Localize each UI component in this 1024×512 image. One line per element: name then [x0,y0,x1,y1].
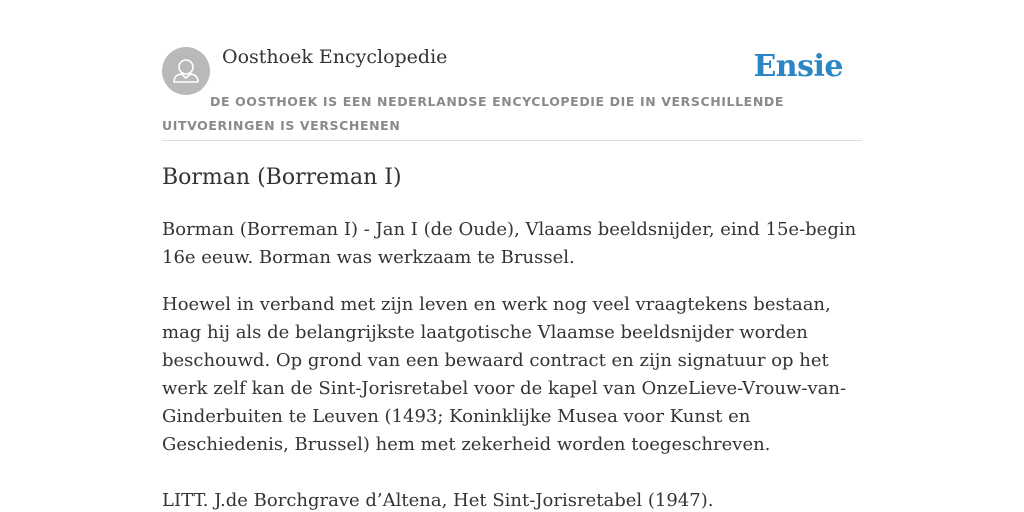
site-header [162,44,862,141]
brand-logo[interactable]: Ensie [753,49,843,84]
avatar[interactable] [162,47,210,95]
article-paragraph: Borman (Borreman I) - Jan I (de Oude), Vlaams beeldsnijder, eind 15e-begin 16e eeuw. Borman was werkzaam te Brussel. [162,219,857,268]
article [162,160,862,512]
article-paragraph: Hoewel in verband met zijn leven en werk nog veel vraagtekens bestaan, mag hij als de belangrijkste laatgotische Vlaamse beeldsnijder worden beschouwd. Op grond van een bewaard contract en zijn signatuur op het werk zelf kan de Sint-Jorisretabel voor de kapel van OnzeLieve-Vrouw-van-Ginderbuiten te Leuven (1493; Koninklijke Musea voor Kunst en Geschiedenis, Brussel) hem met zekerheid worden toegeschreven. [162,294,847,455]
site-tagline: DE OOSTHOEK IS EEN NEDERLANDSE ENCYCLOPEDIE DIE IN VERSCHILLENDE UITVOERINGEN IS VERSCHENEN [162,94,784,133]
article-literature: LITT. J.de Borchgrave d’Altena, Het Sint-Jorisretabel (1947). [162,490,714,511]
article-title: Borman (Borreman I) [162,165,402,190]
user-silhouette-icon [162,47,210,95]
site-title[interactable]: Oosthoek Encyclopedie [222,46,448,68]
